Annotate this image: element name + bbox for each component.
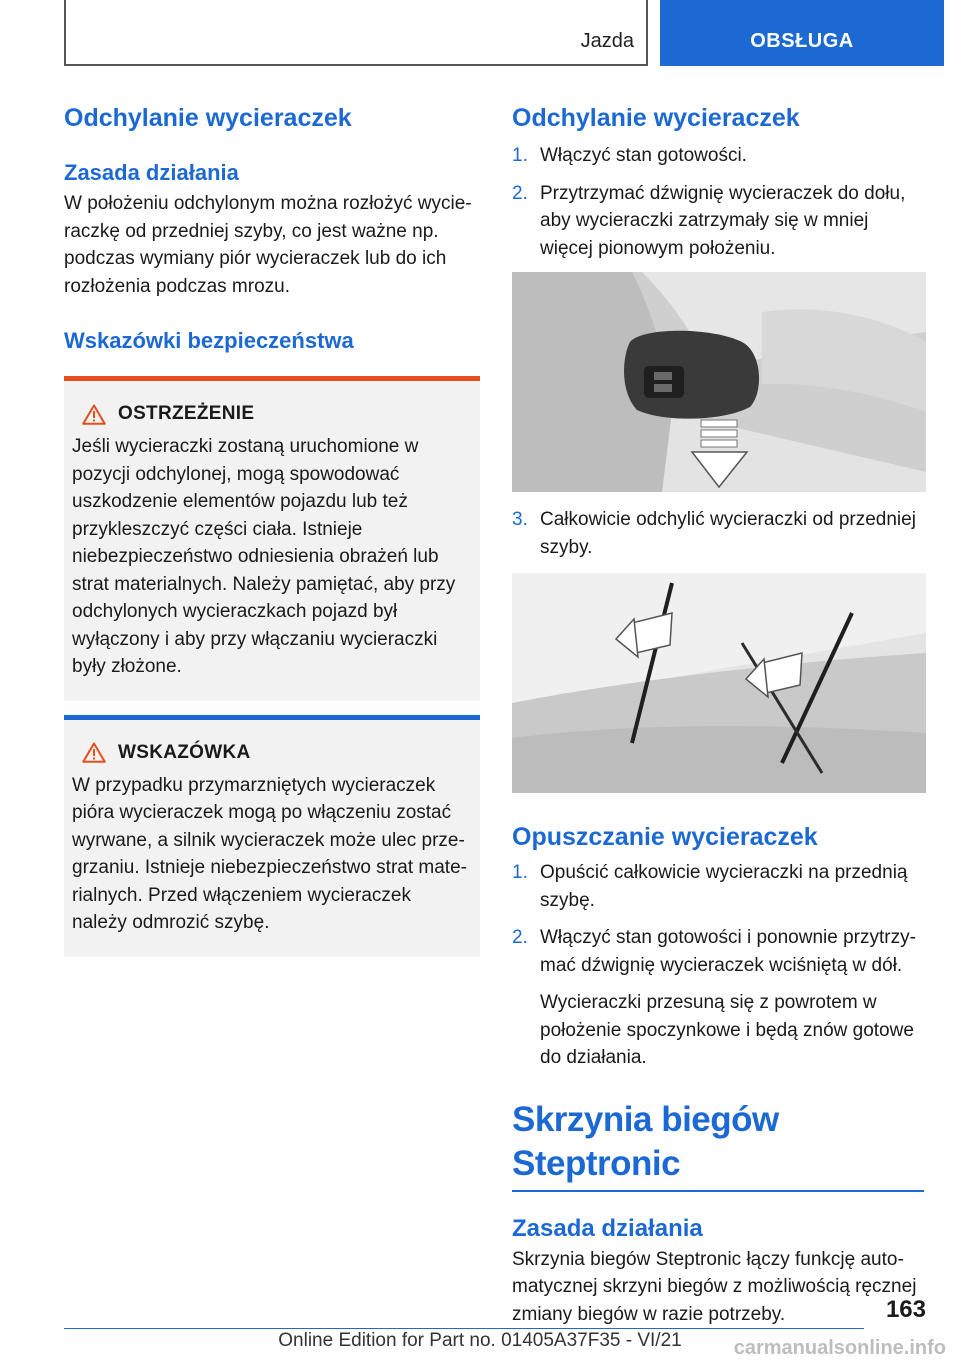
header-section-box [64, 0, 648, 66]
note-title: WSKAZÓWKA [118, 741, 251, 763]
heading-principle: Zasada działania [64, 160, 239, 185]
wiper-lever-illustration [512, 272, 926, 492]
footer-divider [64, 1328, 864, 1329]
list-item: 2. Włączyć stan gotowości i ponownie przytrzymać dźwignię wycieraczek wciśniętą w dół. [512, 927, 916, 976]
footer-edition: Online Edition for Part no. 01405A37F35 - VI/21 [278, 1330, 682, 1351]
fold-steps-list-cont [512, 506, 924, 561]
list-item: 2. Przytrzymać dźwignię wycieraczek do dołu, aby wycieraczki zatrzymały się w mniej więcej pionowym położeniu. [512, 182, 906, 259]
page-number: 163 [885, 1296, 926, 1323]
warning-title-row [82, 403, 470, 425]
heading-lower-procedure: Opuszczanie wycieraczek [512, 823, 818, 851]
watermark: carmanualsonline.info [733, 1337, 946, 1359]
note-box [64, 715, 480, 957]
header-chapter-label: OBSŁUGA [750, 30, 854, 52]
warning-text: Jeśli wycieraczki zostaną uruchomione w pozycji odchylonej, mogą spowodować uszkodzenie elementów pojazdu lub też przykleszczyć części ciała. Istnieje niebezpieczeństwo odniesienia obrażeń lub strat materialnych. Należy pamiętać, aby przy odchylonych wycieraczkach pojazd był wyłączony i aby przy włączaniu wycieraczki były złożone. [72, 436, 456, 677]
fold-steps-list [512, 142, 924, 262]
section-title-steptronic: Skrzynia biegów Steptronic [512, 1098, 924, 1192]
warning-triangle-icon [82, 742, 106, 763]
warning-title: OSTRZEŻENIE [118, 403, 255, 424]
heading-steptronic-principle: Zasada działania [512, 1214, 703, 1242]
list-item: 1. Opuścić całkowicie wycieraczki na przednią szybę. [512, 862, 908, 911]
warning-triangle-icon [82, 404, 106, 425]
steptronic-text: Skrzynia biegów Steptronic łączy funkcję automatycznej skrzyni biegów z możliwością ręcznej zmiany biegów w razie potrzeby. [512, 1248, 917, 1325]
windshield-wipers-illustration [512, 573, 926, 793]
heading-fold-procedure: Odchylanie wycieraczek [512, 104, 800, 132]
header-section-label: Jazda [580, 30, 634, 52]
warning-box [64, 376, 480, 701]
lower-steps-continuation: Wycieraczki przesuną się z powrotem w położenie spoczynkowe i będą znów gotowe do działania. [540, 992, 914, 1068]
list-item: 3. Całkowicie odchylić wycieraczki od przedniej szyby. [512, 509, 916, 558]
left-column [64, 100, 480, 957]
note-text: W przypadku przymarzniętych wycieraczek pióra wycieraczek mogą po włączeniu zostać wyrwane, a silnik wycieraczek może ulec przegrzaniu. Istnieje niebezpieczeństwo strat materialnych. Przed włączeniem wycieraczek należy odmrozić szybę. [72, 774, 467, 933]
right-column [512, 100, 924, 1328]
principle-text: W położeniu odchylonym można rozłożyć wycieraczkę od przedniej szyby, co jest ważne np. podczas wymiany piór wycieraczek lub do ich rozłożenia podczas mrozu. [64, 193, 472, 297]
header-chapter-tab[interactable] [660, 0, 944, 66]
lower-steps-list [512, 859, 924, 979]
heading-safety: Wskazówki bezpieczeństwa [64, 328, 354, 353]
list-item: 1. Włączyć stan gotowości. [512, 145, 747, 166]
section-title-fold: Odchylanie wycieraczek [64, 104, 352, 132]
note-title-row [82, 742, 470, 764]
